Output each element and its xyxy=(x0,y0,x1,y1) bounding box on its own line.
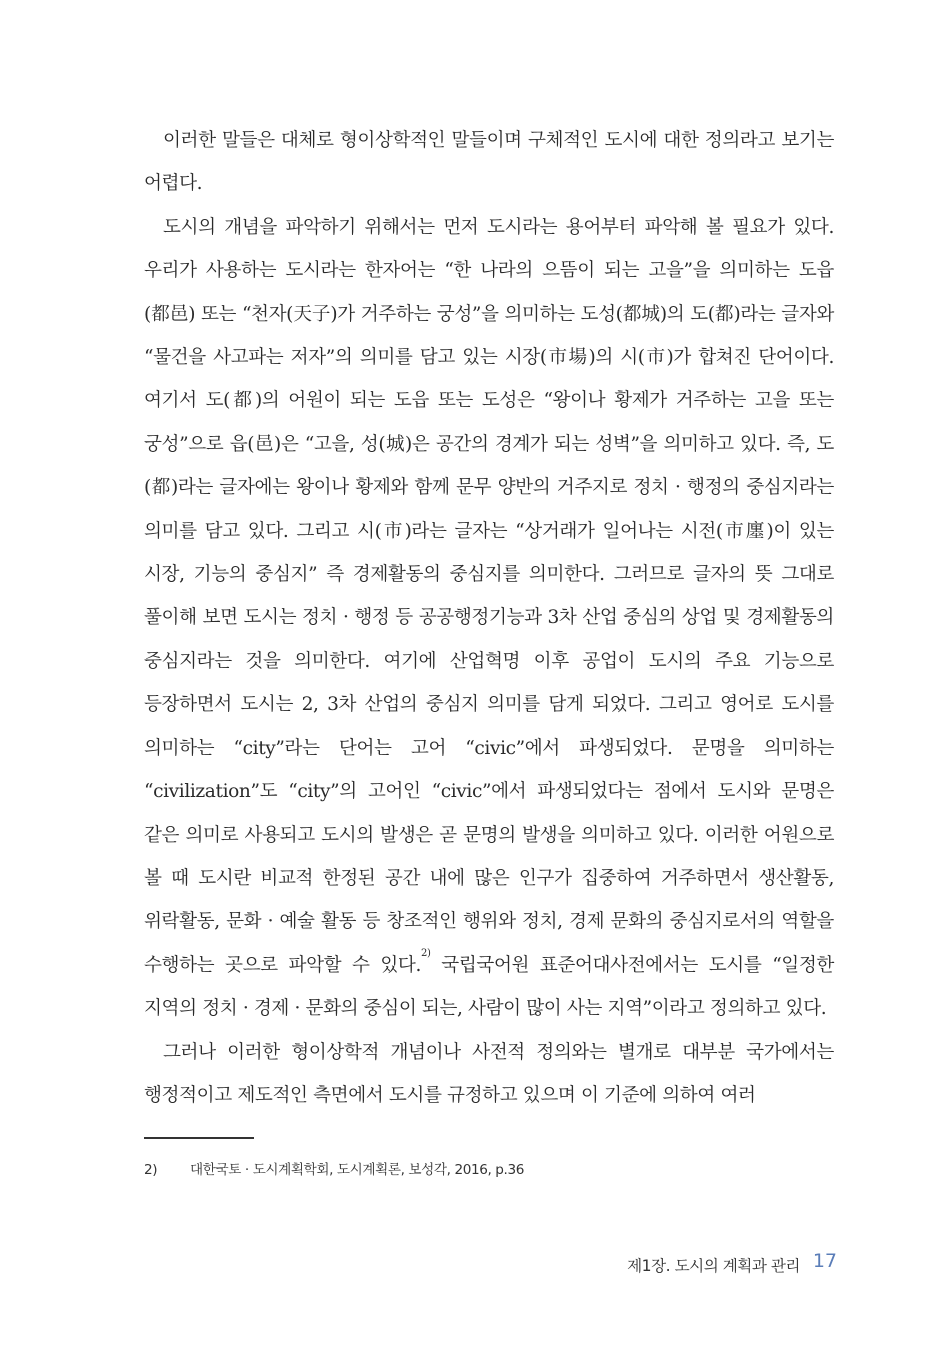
footnote-reference[interactable]: 2) xyxy=(421,947,431,959)
paragraph-2-text: 도시의 개념을 파악하기 위해서는 먼저 도시라는 용어부터 파악해 볼 필요가 있다. 우리가 사용하는 도시라는 한자어는 “한 나라의 으뜸이 되는 고을”을 의미하는 도읍(都邑) 또는 “천자(天子)가 거주하는 궁성”을 의미하는 도성(都城)의 도(都)라는 글자와 “물건을 사고파는 저자”의 의미를 담고 있는 시장(市場)의 시(市)가 합쳐진 단어이다. 여기서 도(都)의 어원이 되는 도읍 또는 도성은 “왕이나 황제가 거주하는 고을 또는 궁성”으로 읍(邑)은 “고을, 성(城)은 공간의 경계가 되는 성벽”을 의미하고 있다. 즉, 도(都)라는 글자에는 왕이나 황제와 함께 문무 양반의 거주지로 정치 · 행정의 중심지라는 의미를 담고 있다. 그리고 시(市)라는 글자는 “상거래가 일어나는 시전(市廛)이 있는 시장, 기능의 중심지” 즉 경제활동의 중심지를 의미한다. 그러므로 글자의 뜻 그대로 풀이해 보면 도시는 정치 · 행정 등 공공행정기능과 3차 산업 중심의 상업 및 경제활동의 중심지라는 것을 의미한다. 여기에 산업혁명 이후 공업이 도시의 주요 기능으로 등장하면서 도시는 2, 3차 산업의 중심지 의미를 담게 되었다. 그리고 영어로 도시를 의미하는 “city”라는 단어는 고어 “civic”에서 파생되었다. 문명을 의미하는 “civilization”도 “city”의 고어인 “civic”에서 파생되었다는 점에서 도시와 문명은 같은 의미로 사용되고 도시의 발생은 곧 문명의 발생을 의미하고 있다. 이러한 어원으로 볼 때 도시란 비교적 한정된 공간 내에 많은 인구가 집중하여 거주하면서 생산활동, 위락활동, 문화 · 예술 활동 등 창조적인 행위와 정치, 경제 문화의 중심지로서의 역할을 수행하는 곳으로 파악할 수 있다. xyxy=(144,216,834,976)
page-number: 17 xyxy=(812,1250,837,1272)
paragraph-2-continued: 국립국어원 표준어대사전에서는 도시를 “일정한 지역의 정치 · 경제 · 문화의 중심이 되는, 사람이 많이 사는 지역”이라고 정의하고 있다. xyxy=(144,954,834,1020)
paragraph-1: 이러한 말들은 대체로 형이상학적인 말들이며 구체적인 도시에 대한 정의라고 보기는 어렵다. xyxy=(144,130,834,195)
footnote-text: 대한국토 · 도시계획학회, 도시계획론, 보성각, 2016, p.36 xyxy=(190,1162,524,1178)
running-footer xyxy=(627,1254,800,1276)
footnote-number: 2) xyxy=(144,1162,158,1178)
footnote-divider xyxy=(144,1137,254,1139)
footnote xyxy=(144,1158,524,1178)
chapter-title: 제1장. 도시의 계획과 관리 xyxy=(627,1257,800,1275)
paragraph-3: 그러나 이러한 형이상학적 개념이나 사전적 정의와는 별개로 대부분 국가에서는 행정적이고 제도적인 측면에서 도시를 규정하고 있으며 이 기준에 의하여 여러 xyxy=(144,1041,834,1106)
body-text xyxy=(144,119,834,1117)
paragraph-2 xyxy=(144,206,834,1031)
